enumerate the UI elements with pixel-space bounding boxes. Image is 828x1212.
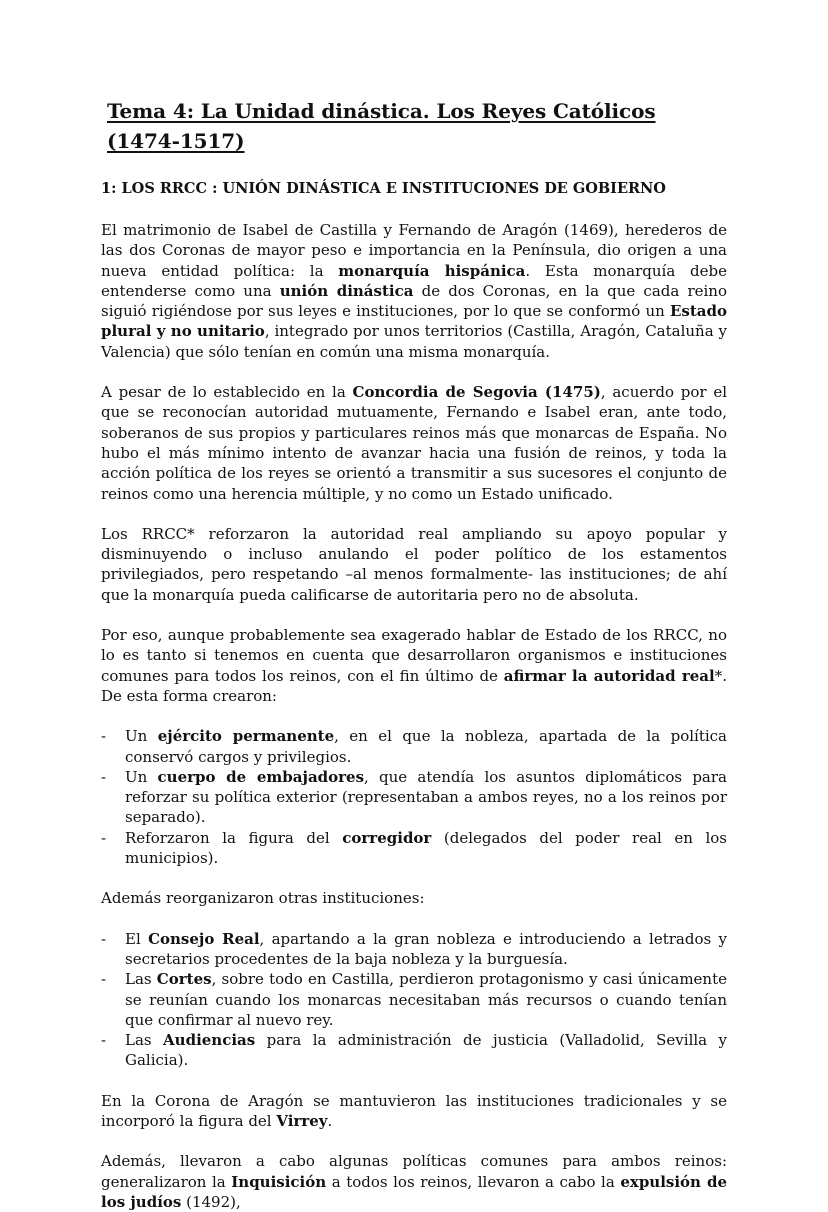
text: Las	[125, 970, 157, 989]
text: Las	[125, 1031, 164, 1050]
text: Además, llevaron a cabo algunas políticas comunes para ambos reinos: generalizaron la	[101, 1152, 727, 1191]
bold-term: Virrey	[276, 1111, 328, 1130]
text: , que atendía los asuntos diplomáticos para reforzar su política exterior (representaban a ambos reyes, no a los reinos por separado).	[125, 767, 727, 827]
text: Un	[125, 767, 158, 786]
text: Por eso, aunque probablemente sea exagerado hablar de Estado de los RRCC, no lo es tanto si tenemos en cuenta que desarrollaron organismos e instituciones comunes para todos los reinos, con el fin último de	[101, 626, 727, 685]
text: *. De esta forma crearon:	[101, 666, 728, 705]
bold-term: Inquisición	[231, 1172, 327, 1191]
text: El	[125, 929, 149, 948]
list-item	[101, 1030, 727, 1071]
list-item	[101, 969, 727, 1030]
text: , sobre todo en Castilla, perdieron protagonismo y casi únicamente se reunían cuando los monarcas necesitaban más recursos o cuando tenían que confirmar al nuevo rey.	[125, 970, 727, 1029]
list-item	[101, 726, 727, 767]
text: El matrimonio de Isabel de Castilla y Fernando de Aragón (1469), herederos de las dos Coronas de mayor peso e importancia en la Península, dio origen a una nueva entidad política: la	[101, 221, 727, 280]
paragraph-3: Los RRCC* reforzaron la autoridad real ampliando su apoyo popular y disminuyendo o incluso anulando el poder político de los estamentos privilegiados, pero respetando –al menos formalmente- las instituciones; de ahí que la monarquía pueda calificarse de autoritaria pero no de absoluta.	[101, 524, 727, 604]
text: , apartando a la gran nobleza e introduciendo a letrados y secretarios procedentes de la baja nobleza y la burguesía.	[125, 929, 727, 968]
text: , integrado por unos territorios (Castilla, Aragón, Cataluña y Valencia) que sólo tenían en común una misma monarquía.	[101, 322, 727, 361]
created-institutions-list	[101, 726, 727, 868]
page-title: Tema 4: La Unidad dinástica. Los Reyes Católicos (1474-1517)	[107, 99, 656, 153]
bold-term: cuerpo de embajadores	[157, 767, 365, 786]
bold-term: Cortes	[156, 970, 212, 989]
list-item	[101, 929, 727, 970]
text: para la administración de justicia (Valladolid, Sevilla y Galicia).	[125, 1031, 727, 1070]
text: En la Corona de Aragón se mantuvieron las instituciones tradicionales y se incorporó la figura del	[101, 1091, 727, 1130]
text: Reforzaron la figura del	[125, 828, 343, 847]
text: (1492),	[181, 1192, 241, 1211]
bold-term: afirmar la autoridad real	[503, 666, 715, 685]
paragraph-6	[101, 1091, 727, 1132]
text: .	[327, 1111, 333, 1130]
bold-term: expulsión de los judíos	[101, 1172, 727, 1211]
bold-term: Estado plural y no unitario	[101, 302, 727, 341]
bold-term: unión dinástica	[279, 281, 414, 300]
document-page	[101, 96, 727, 1212]
paragraph-4	[101, 625, 727, 706]
text: de dos Coronas, en la que cada reino siguió rigiéndose por sus leyes e instituciones, por lo que se conformó un	[101, 281, 727, 321]
paragraph-7	[101, 1151, 727, 1212]
section-heading-1: 1: LOS RRCC : UNIÓN DINÁSTICA E INSTITUCIONES DE GOBIERNO	[101, 180, 666, 197]
bold-term: corregidor	[342, 828, 432, 847]
paragraph-2	[101, 382, 727, 504]
text: , en el que la nobleza, apartada de la política conservó cargos y privilegios.	[125, 727, 727, 766]
text: , acuerdo por el que se reconocían autoridad mutuamente, Fernando e Isabel eran, ante todo, soberanos de sus propios y particulares reinos más que monarcas de España. No hubo el más mínimo intento de avanzar hacia una fusión de reinos, y toda la acción política de los reyes se orientó a transmitir a sus sucesores el conjunto de reinos como una herencia múltiple, y no como un Estado unificado.	[101, 383, 727, 503]
list-item	[101, 767, 727, 828]
text: . Esta monarquía debe entenderse como una	[101, 261, 727, 300]
text: (delegados del poder real en los municipios).	[125, 828, 727, 868]
bold-term: Audiencias	[163, 1031, 256, 1050]
paragraph-5: Además reorganizaron otras instituciones:	[101, 889, 425, 908]
bold-term: monarquía hispánica	[338, 261, 526, 280]
bold-term: ejército permanente	[157, 727, 335, 746]
text: Un	[125, 727, 158, 746]
list-item	[101, 828, 727, 869]
bold-term: Consejo Real	[148, 929, 260, 948]
text: A pesar de lo establecido en la	[101, 383, 353, 402]
bold-term: Concordia de Segovia (1475)	[352, 383, 601, 402]
reorganized-institutions-list	[101, 929, 727, 1071]
paragraph-1	[101, 220, 727, 362]
text: a todos los reinos, llevaron a cabo la	[326, 1172, 621, 1191]
